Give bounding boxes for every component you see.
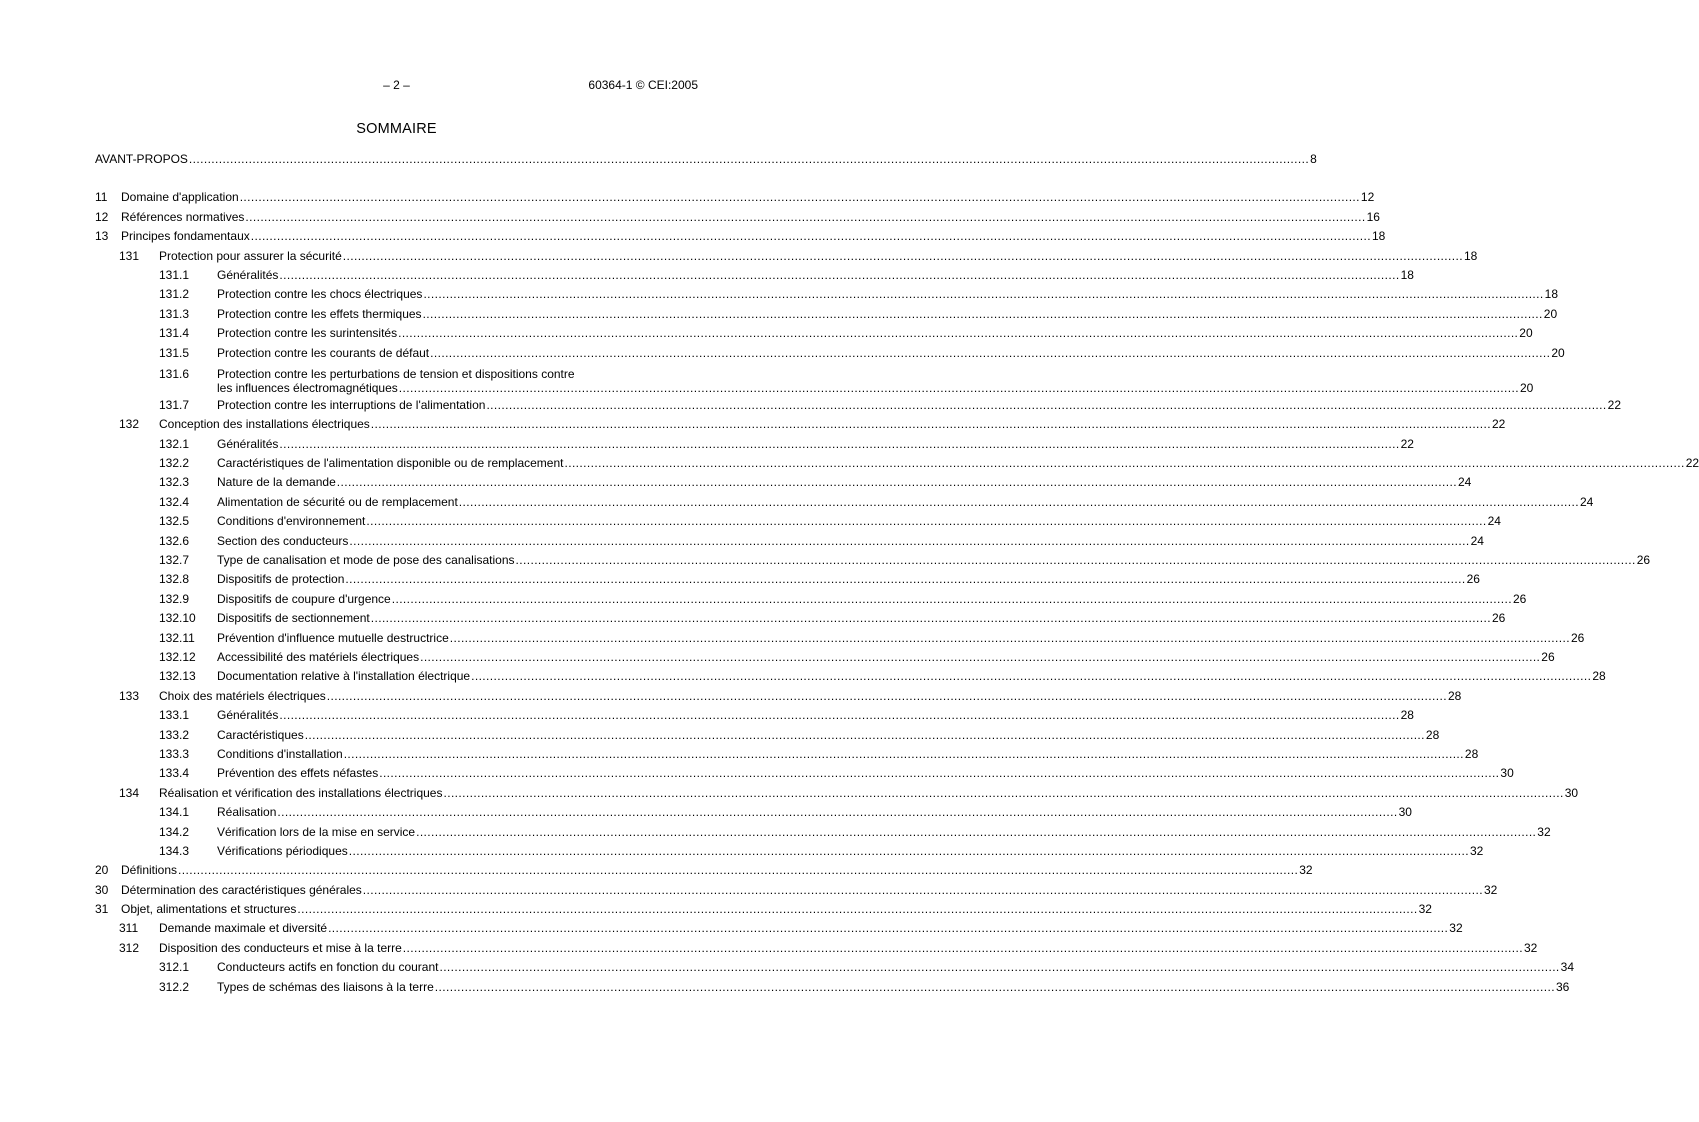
- toc-entry-line: [95, 667, 1606, 686]
- toc-entry-title: Choix des matériels électriques: [159, 688, 326, 703]
- toc-entry-title: AVANT-PROPOS: [95, 152, 188, 166]
- toc-entry[interactable]: [95, 570, 1480, 589]
- toc-entry-page: 32: [1537, 824, 1551, 839]
- toc-entry-number: 132.7: [159, 553, 190, 568]
- toc-dot-leader: ............................................................................................................................................................................................................................................................................................................: [422, 306, 1543, 321]
- toc-dot-leader: ............................................................................................................................................................................................................................................................................................................: [391, 591, 1512, 606]
- toc-dot-leader: ............................................................................................................................................................................................................................................................................................................: [471, 669, 1592, 684]
- toc-entry[interactable]: [95, 706, 1414, 725]
- toc-entry-number: 132.10: [159, 611, 196, 626]
- toc-entry-line: [95, 823, 1551, 842]
- toc-entry-page: 24: [1457, 475, 1472, 490]
- toc-entry[interactable]: [95, 305, 1558, 324]
- toc-entry[interactable]: [95, 629, 1585, 648]
- toc-entry-title: Accessibilité des matériels électriques: [217, 649, 420, 664]
- toc-dot-leader: ............................................................................................................................................................................................................................................................................................................: [564, 456, 1685, 471]
- toc-entry-number: 131.7: [159, 397, 190, 412]
- toc-entry-number: 11: [95, 190, 108, 205]
- toc-entry[interactable]: [95, 939, 1538, 958]
- toc-entry[interactable]: [95, 861, 1313, 880]
- toc-entry[interactable]: [95, 512, 1501, 531]
- toc-entry[interactable]: [95, 842, 1484, 861]
- toc-entry-title: Vérification lors de la mise en service: [217, 824, 416, 839]
- toc-dot-leader: ............................................................................................................................................................................................................................................................................................................: [423, 287, 1544, 302]
- toc-dot-leader: ............................................................................................................................................................................................................................................................................................................: [458, 494, 1579, 509]
- toc-dot-leader: ............................................................................................................................................................................................................................................................................................................: [439, 960, 1560, 975]
- toc-entry-page: 20: [1551, 345, 1565, 360]
- toc-entry-line: [95, 687, 1462, 706]
- toc-entry-number: 12: [95, 209, 109, 224]
- toc-entry[interactable]: [95, 473, 1472, 492]
- toc-entry-title: Demande maximale et diversité: [159, 921, 328, 936]
- toc-entry-number: 132.2: [159, 456, 190, 471]
- toc-entry-title: Références normatives: [121, 209, 245, 224]
- toc-dot-leader: ............................................................................................................................................................................................................................................................................................................: [379, 766, 1500, 781]
- toc-entry-line: [95, 764, 1514, 783]
- toc-entry-line: [95, 305, 1558, 324]
- toc-dot-leader: ............................................................................................................................................................................................................................................................................................................: [420, 649, 1541, 664]
- toc-dot-leader: ............................................................................................................................................................................................................................................................................................................: [279, 708, 1400, 723]
- toc-dot-leader: ............................................................................................................................................................................................................................................................................................................: [430, 345, 1551, 360]
- toc-entry-line: [95, 266, 1414, 285]
- toc-entry-title: Types de schémas des liaisons à la terre: [217, 979, 434, 994]
- page-title: SOMMAIRE: [356, 121, 437, 137]
- toc-dot-leader: ............................................................................................................................................................................................................................................................................................................: [443, 785, 1564, 800]
- toc-entry[interactable]: [95, 266, 1414, 285]
- toc-entry-title: Type de canalisation et mode de pose des canalisations: [217, 553, 515, 568]
- toc-entry-title: Principes fondamentaux: [121, 229, 250, 244]
- toc-entry-title: les influences électromagnétiques: [217, 380, 398, 395]
- toc-entry-number: 134.2: [159, 824, 190, 839]
- toc-entry[interactable]: [95, 590, 1527, 609]
- toc-entry-title: Caractéristiques de l'alimentation disponible ou de remplacement: [217, 456, 564, 471]
- toc-entry-line: [95, 512, 1501, 531]
- toc-entry-line: [95, 881, 1498, 900]
- toc-entry-line: [95, 367, 698, 381]
- toc-entry-title: Nature de la demande: [217, 475, 336, 490]
- toc-entry-line: [95, 900, 1432, 919]
- page-number: – 2 –: [383, 78, 410, 92]
- toc-entry-page: 32: [1418, 902, 1432, 917]
- toc-entry-page: 32: [1469, 843, 1484, 858]
- toc-entry-line: [95, 939, 1538, 958]
- toc-entry-line: [95, 570, 1480, 589]
- toc-entry-page: 32: [1524, 940, 1538, 955]
- toc-entry-line: [95, 344, 1565, 363]
- toc-entry-number: 131.2: [159, 287, 190, 302]
- toc-entry-line: [95, 454, 1699, 473]
- toc-entry-number: 131.3: [159, 306, 190, 321]
- toc-entry[interactable]: [95, 958, 1575, 977]
- toc-entry-line: [95, 396, 1621, 415]
- toc-entry-page: 18: [1463, 248, 1478, 263]
- toc-entry-number: 30: [95, 882, 109, 897]
- toc-entry-number: 132: [119, 417, 140, 432]
- toc-dot-leader: ............................................................................................................................................................................................................................................................................................................: [416, 824, 1537, 839]
- toc-entry-number: 131.4: [159, 326, 190, 341]
- toc-entry[interactable]: [95, 285, 1558, 304]
- toc-entry[interactable]: [95, 493, 1594, 512]
- toc-entry[interactable]: [95, 726, 1440, 745]
- toc-entry[interactable]: [95, 366, 1534, 396]
- toc-entry-number: 311: [119, 921, 139, 936]
- toc-entry-line: [95, 590, 1527, 609]
- toc-entry-title: Protection contre les interruptions de l'alimentation: [217, 397, 486, 412]
- toc-entry-title: Prévention des effets néfastes: [217, 766, 379, 781]
- toc-entry-page: 28: [1447, 688, 1462, 703]
- toc-entry[interactable]: [95, 609, 1506, 628]
- toc-dot-leader: ............................................................................................................................................................................................................................................................................................................: [326, 688, 1447, 703]
- toc-entry-page: 28: [1592, 669, 1606, 684]
- toc-entry-page: 22: [1685, 456, 1699, 471]
- toc-entry-page: 22: [1492, 417, 1506, 432]
- toc-entry-page: 12: [1360, 190, 1375, 205]
- toc-entry-title: Détermination des caractéristiques générales: [121, 882, 362, 897]
- toc-entry-title: Protection contre les chocs électriques: [217, 287, 423, 302]
- toc-dot-leader: ............................................................................................................................................................................................................................................................................................................: [348, 843, 1469, 858]
- toc-entry-line: [95, 532, 1484, 551]
- toc-dot-leader: ............................................................................................................................................................................................................................................................................................................: [279, 436, 1400, 451]
- toc-entry-page: 26: [1491, 611, 1506, 626]
- toc-entry-title: Généralités: [217, 708, 279, 723]
- toc-entry[interactable]: [95, 324, 1533, 343]
- toc-entry-title: Alimentation de sécurité ou de remplacement: [217, 494, 458, 509]
- toc-entry[interactable]: [95, 919, 1463, 938]
- toc-entry[interactable]: [95, 881, 1498, 900]
- toc-entry-title: Protection contre les surintensités: [217, 326, 398, 341]
- toc-entry-number: 131: [119, 248, 140, 263]
- toc-entry[interactable]: [95, 687, 1462, 706]
- toc-dot-leader: ............................................................................................................................................................................................................................................................................................................: [515, 553, 1636, 568]
- toc-entry-number: 131.1: [159, 267, 190, 282]
- toc-entry-line: [95, 978, 1570, 997]
- toc-entry-number: 132.6: [159, 533, 190, 548]
- toc-entry-line: [95, 745, 1479, 764]
- toc-entry-number: 133: [119, 688, 140, 703]
- toc-dot-leader: ............................................................................................................................................................................................................................................................................................................: [362, 882, 1483, 897]
- toc-dot-leader: ............................................................................................................................................................................................................................................................................................................: [366, 514, 1487, 529]
- toc-entry-number: 133.4: [159, 766, 190, 781]
- toc-entry[interactable]: [95, 532, 1484, 551]
- toc-entry-title: Vérifications périodiques: [217, 843, 348, 858]
- toc-dot-leader: ............................................................................................................................................................................................................................................................................................................: [349, 533, 1470, 548]
- toc-dot-leader: ............................................................................................................................................................................................................................................................................................................: [277, 805, 1398, 820]
- toc-entry[interactable]: [95, 764, 1514, 783]
- toc-entry-line: [95, 324, 1533, 343]
- toc-entry-number: 132.4: [159, 494, 190, 509]
- toc-entry-page: 34: [1560, 960, 1575, 975]
- toc-entry-number: 131.6: [159, 366, 190, 381]
- toc-entry[interactable]: [95, 667, 1606, 686]
- toc-entry-number: 133.2: [159, 727, 190, 742]
- toc-entry[interactable]: [95, 344, 1565, 363]
- toc-entry-title: Réalisation: [217, 805, 277, 820]
- toc-entry-page: 26: [1636, 553, 1651, 568]
- toc-entry[interactable]: [95, 745, 1479, 764]
- toc-entry-page: 36: [1555, 979, 1570, 994]
- toc-entry-number: 132.13: [159, 669, 196, 684]
- toc-entry[interactable]: [95, 208, 1380, 227]
- toc-entry[interactable]: [95, 150, 1317, 169]
- toc-dot-leader: ............................................................................................................................................................................................................................................................................................................: [239, 190, 1360, 205]
- toc-entry-line: [95, 551, 1651, 570]
- toc-entry[interactable]: [95, 188, 1375, 207]
- toc-entry-page: 16: [1366, 209, 1380, 224]
- table-of-contents: [95, 150, 1699, 997]
- toc-dot-leader: ............................................................................................................................................................................................................................................................................................................: [304, 727, 1425, 742]
- toc-entry[interactable]: [95, 803, 1412, 822]
- toc-entry[interactable]: [95, 454, 1699, 473]
- toc-entry-line-continued: [95, 380, 1534, 396]
- toc-entry-title: Domaine d'application: [121, 190, 239, 205]
- toc-entry-page: 22: [1607, 397, 1621, 412]
- toc-entry-title: Généralités: [217, 436, 279, 451]
- toc-entry-title: Dispositifs de coupure d'urgence: [217, 591, 391, 606]
- toc-entry-title: Conception des installations électriques: [159, 417, 370, 432]
- toc-entry-title: Prévention d'influence mutuelle destructrice: [217, 630, 449, 645]
- toc-dot-leader: ............................................................................................................................................................................................................................................................................................................: [250, 229, 1371, 244]
- toc-entry-number: 134: [119, 785, 140, 800]
- toc-entry-number: 132.1: [159, 436, 190, 451]
- toc-spacer: [95, 169, 698, 188]
- toc-dot-leader: ............................................................................................................................................................................................................................................................................................................: [178, 863, 1299, 878]
- toc-entry-number: 132.5: [159, 514, 190, 529]
- toc-entry-page: 30: [1500, 766, 1514, 781]
- toc-entry[interactable]: [95, 648, 1555, 667]
- toc-entry-title: Protection contre les perturbations de tension et dispositions contre: [217, 366, 575, 381]
- toc-entry[interactable]: [95, 551, 1651, 570]
- toc-entry-title: Généralités: [217, 267, 279, 282]
- toc-entry-page: 30: [1398, 805, 1412, 820]
- toc-entry-line: [95, 473, 1472, 492]
- toc-dot-leader: ............................................................................................................................................................................................................................................................................................................: [402, 940, 1523, 955]
- toc-entry-title: Protection contre les courants de défaut: [217, 345, 430, 360]
- toc-entry-page: 32: [1484, 882, 1498, 897]
- toc-entry-number: 20: [95, 863, 109, 878]
- toc-entry-page: 26: [1466, 572, 1480, 587]
- toc-entry-line: [95, 285, 1558, 304]
- toc-entry[interactable]: [95, 396, 1621, 415]
- toc-entry-page: 32: [1299, 863, 1313, 878]
- toc-entry-line: [95, 247, 1478, 266]
- toc-dot-leader: ............................................................................................................................................................................................................................................................................................................: [345, 572, 1466, 587]
- toc-dot-leader: ............................................................................................................................................................................................................................................................................................................: [245, 209, 1366, 224]
- toc-entry-page: 18: [1371, 229, 1386, 244]
- toc-entry-line: [95, 415, 1506, 434]
- toc-entry-line: [95, 493, 1594, 512]
- toc-entry-title: Réalisation et vérification des installations électriques: [159, 785, 443, 800]
- toc-entry-number: 132.8: [159, 572, 190, 587]
- toc-entry-title: Documentation relative à l'installation électrique: [217, 669, 471, 684]
- toc-entry-number: 13: [95, 229, 109, 244]
- toc-entry-title: Section des conducteurs: [217, 533, 349, 548]
- toc-entry-number: 31: [95, 902, 109, 917]
- toc-entry-number: 132.12: [159, 649, 196, 664]
- toc-entry-line: [95, 435, 1414, 454]
- toc-entry-number: 312: [119, 940, 140, 955]
- toc-entry-page: 26: [1570, 630, 1585, 645]
- toc-entry-line: [95, 803, 1412, 822]
- toc-entry-line: [95, 188, 1375, 207]
- toc-entry-page: 24: [1580, 494, 1594, 509]
- toc-entry[interactable]: [95, 227, 1386, 246]
- toc-entry-line: [95, 150, 1317, 169]
- toc-entry[interactable]: [95, 823, 1551, 842]
- toc-entry-title: Objet, alimentations et structures: [121, 902, 297, 917]
- toc-entry-line: [95, 706, 1414, 725]
- toc-dot-leader: ............................................................................................................................................................................................................................................................................................................: [370, 611, 1491, 626]
- toc-entry-number: 133.3: [159, 746, 190, 761]
- toc-dot-leader: ............................................................................................................................................................................................................................................................................................................: [188, 152, 1310, 166]
- toc-entry-number: 134.1: [159, 805, 190, 820]
- toc-entry-page: 18: [1400, 267, 1414, 282]
- toc-entry-page: 24: [1487, 514, 1501, 529]
- toc-entry-page: 28: [1425, 727, 1440, 742]
- toc-entry-line: [95, 861, 1313, 880]
- toc-entry-line: [95, 648, 1555, 667]
- toc-entry-number: 134.3: [159, 843, 190, 858]
- toc-entry-line: [95, 958, 1575, 977]
- toc-dot-leader: ............................................................................................................................................................................................................................................................................................................: [328, 921, 1449, 936]
- toc-entry-line: [95, 227, 1386, 246]
- toc-entry-title: Conditions d'installation: [217, 746, 343, 761]
- toc-entry-page: 20: [1543, 306, 1558, 321]
- toc-entry-line: [95, 842, 1484, 861]
- toc-entry-page: 28: [1400, 708, 1414, 723]
- toc-entry-title: Caractéristiques: [217, 727, 304, 742]
- toc-entry[interactable]: [95, 900, 1432, 919]
- toc-entry-page: 20: [1519, 380, 1534, 395]
- toc-entry-title: Protection contre les effets thermiques: [217, 306, 422, 321]
- toc-entry-title: Définitions: [121, 863, 178, 878]
- toc-entry[interactable]: [95, 435, 1414, 454]
- toc-entry-line: [95, 919, 1463, 938]
- toc-entry-number: 132.9: [159, 591, 190, 606]
- toc-entry[interactable]: [95, 415, 1506, 434]
- toc-dot-leader: ............................................................................................................................................................................................................................................................................................................: [279, 267, 1400, 282]
- toc-dot-leader: ............................................................................................................................................................................................................................................................................................................: [370, 417, 1491, 432]
- toc-entry-page: 30: [1564, 785, 1579, 800]
- toc-entry-page: 22: [1400, 436, 1414, 451]
- toc-entry-number: 312.2: [159, 979, 190, 994]
- toc-entry-page: 20: [1519, 326, 1533, 341]
- toc-entry-line: [95, 726, 1440, 745]
- toc-entry-page: 26: [1541, 649, 1555, 664]
- toc-dot-leader: ............................................................................................................................................................................................................................................................................................................: [343, 746, 1464, 761]
- toc-entry-number: 312.1: [159, 960, 190, 975]
- toc-entry-title: Dispositifs de sectionnement: [217, 611, 370, 626]
- toc-dot-leader: ............................................................................................................................................................................................................................................................................................................: [486, 397, 1607, 412]
- toc-entry-title: Conditions d'environnement: [217, 514, 366, 529]
- toc-dot-leader: ............................................................................................................................................................................................................................................................................................................: [336, 475, 1457, 490]
- toc-entry-page: 8: [1310, 152, 1317, 166]
- toc-dot-leader: ............................................................................................................................................................................................................................................................................................................: [449, 630, 1570, 645]
- toc-entry-page: 24: [1470, 533, 1484, 548]
- toc-entry-page: 32: [1449, 921, 1463, 936]
- toc-entry-number: 132.3: [159, 475, 190, 490]
- standard-reference: 60364-1 © CEI:2005: [588, 78, 698, 92]
- toc-entry-page: 18: [1544, 287, 1558, 302]
- toc-dot-leader: ............................................................................................................................................................................................................................................................................................................: [398, 380, 1519, 395]
- toc-entry-title: Protection pour assurer la sécurité: [159, 248, 342, 263]
- toc-entry-number: 131.5: [159, 345, 190, 360]
- toc-entry-number: 132.11: [159, 630, 195, 645]
- toc-entry-line: [95, 208, 1380, 227]
- toc-dot-leader: ............................................................................................................................................................................................................................................................................................................: [342, 248, 1463, 263]
- toc-entry-number: 133.1: [159, 708, 190, 723]
- toc-entry-page: 28: [1464, 746, 1479, 761]
- toc-entry[interactable]: [95, 784, 1579, 803]
- toc-entry-title: Conducteurs actifs en fonction du courant: [217, 960, 439, 975]
- toc-entry-title: Dispositifs de protection: [217, 572, 345, 587]
- toc-entry[interactable]: [95, 978, 1570, 997]
- toc-entry-title: Disposition des conducteurs et mise à la terre: [159, 940, 402, 955]
- toc-dot-leader: ............................................................................................................................................................................................................................................................................................................: [434, 979, 1555, 994]
- toc-entry-line: [95, 609, 1506, 628]
- toc-dot-leader: ............................................................................................................................................................................................................................................................................................................: [297, 902, 1418, 917]
- toc-entry-page: 26: [1512, 591, 1527, 606]
- toc-dot-leader: ............................................................................................................................................................................................................................................................................................................: [398, 326, 1519, 341]
- toc-entry[interactable]: [95, 247, 1478, 266]
- toc-entry-line: [95, 784, 1579, 803]
- toc-entry-line: [95, 629, 1585, 648]
